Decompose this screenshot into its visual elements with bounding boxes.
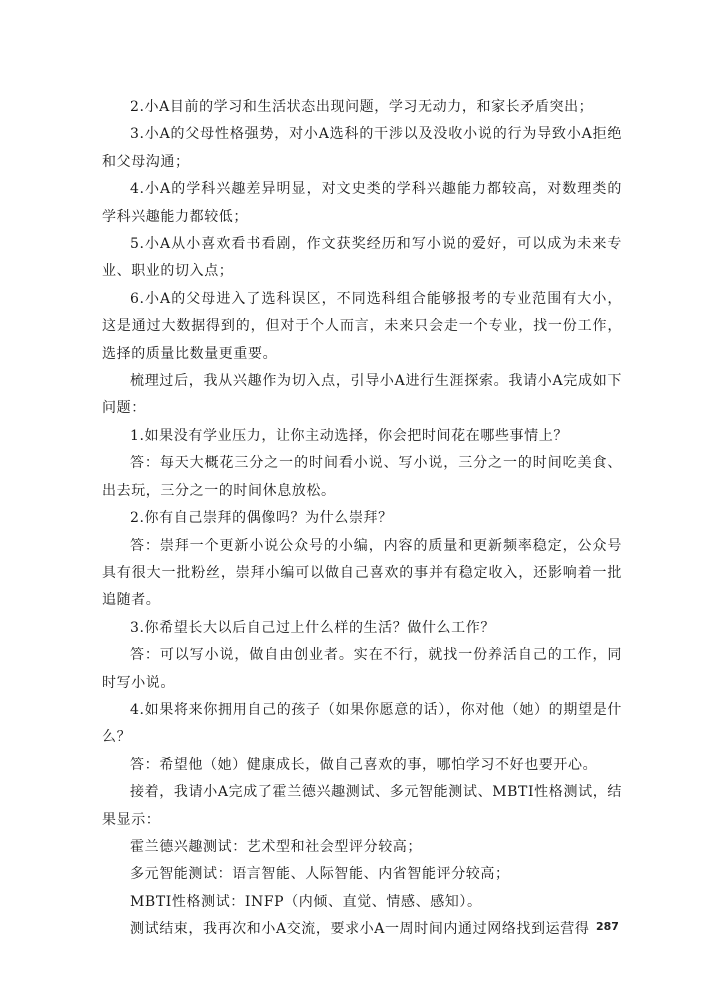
- question-4: 4.如果将来你拥用自己的孩子（如果你愿意的话），你对他（她）的期望是什么？: [102, 701, 622, 746]
- result-holland: 霍兰德兴趣测试：艺术型和社会型评分较高；: [130, 838, 422, 855]
- paragraph-item-5: 5.小A从小喜欢看书看剧，作文获奖经历和写小说的爱好，可以成为未来专业、职业的切入点；: [102, 236, 622, 280]
- answer-2: 答：崇拜一个更新小说公众号的小编，内容的质量和更新频率稳定，公众号具有很大一批粉丝，崇拜小编可以做自己喜欢的事并有稳定收入，还影响着一批追随者。: [102, 537, 622, 609]
- paragraph-item-4: 4.小A的学科兴趣差异明显，对文史类的学科兴趣能力都较高，对数理类的学科兴趣能力都较低；: [102, 181, 622, 225]
- answer-4: 答：希望他（她）健康成长，做自己喜欢的事，哪怕学习不好也要开心。: [130, 756, 598, 773]
- result-multiple-intelligence: 多元智能测试：语言智能、人际智能、内省智能评分较高；: [130, 866, 510, 883]
- question-2: 2.你有自己崇拜的偶像吗？为什么崇拜？: [130, 510, 393, 527]
- paragraph-item-2: 2.小A目前的学习和生活状态出现问题，学习无动力，和家长矛盾突出；: [130, 99, 594, 115]
- document-body: [102, 94, 622, 944]
- question-1: 1.如果没有学业压力，让你主动选择，你会把时间花在哪些事情上？: [130, 427, 568, 444]
- page-number: 287: [596, 920, 619, 933]
- paragraph-followup: 测试结束，我再次和小A交流，要求小A一周时间内通过网络找到运营得: [130, 921, 590, 938]
- paragraph-intro-questions: 梳理过后，我从兴趣作为切入点，引导小A进行生涯探索。我请小A完成如下问题：: [102, 373, 622, 417]
- paragraph-item-3: 3.小A的父母性格强势，对小A选科的干涉以及没收小说的行为导致小A拒绝和父母沟通；: [102, 126, 622, 170]
- question-3: 3.你希望长大以后自己过上什么样的生活？做什么工作？: [130, 619, 495, 636]
- answer-3: 答：可以写小说，做自由创业者。实在不行，就找一份养活自己的工作，同时写小说。: [102, 647, 622, 691]
- result-mbti: MBTI性格测试：INFP（内倾、直觉、情感、感知）。: [130, 893, 482, 910]
- paragraph-tests-intro: 接着，我请小A完成了霍兰德兴趣测试、多元智能测试、MBTI性格测试，结果显示：: [102, 784, 622, 828]
- answer-1: 答：每天大概花三分之一的时间看小说、写小说，三分之一的时间吃美食、出去玩，三分之一的时间休息放松。: [102, 455, 622, 499]
- paragraph-item-6: 6.小A的父母进入了选科误区，不同选科组合能够报考的专业范围有大小，这是通过大数据得到的，但对于个人而言，未来只会走一个专业，找一份工作，选择的质量比数量更重要。: [102, 290, 622, 362]
